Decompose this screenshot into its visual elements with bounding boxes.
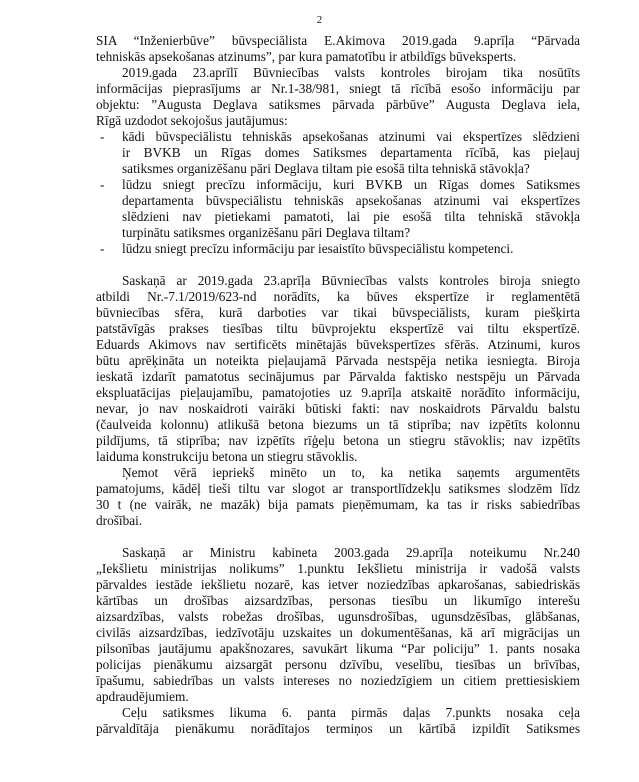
paragraph-gap xyxy=(96,529,580,545)
text-line: civilās aizsardzības, iedzīvotāju uzskaites un dokumentēšanas, kā arī migrācijas un xyxy=(96,625,580,640)
text-line: Rīgā uzdodot sekojošus jautājumus: xyxy=(96,113,288,128)
bullet-item xyxy=(96,177,580,241)
text-line: departamenta būvspeciālistu tehniskās apsekošanas atzinumi vai ekspertīzes xyxy=(122,193,580,208)
text-line: turpinātu satiksmes organizēšanu pāri Deglava tiltam? xyxy=(122,225,411,240)
text-line: ieskatā izdarīt pamatotus secinājumus par Pārvalda faktisko nestspēju un Pārvada xyxy=(96,369,580,384)
text-line: īpašumu, sabiedrības un valsts intereses no noziedzīgiem un citiem prettiesiskiem xyxy=(96,673,580,688)
text-line: ekspluatācijas pieļaujamību, pamatojoties uz 9.aprīļa atskaitē norādīto informāciju, xyxy=(96,385,580,400)
text-line: pamatojums, kādēļ tieši tiltu var slogot ar transportlīdzekļu satiksmes slodzēm līdz xyxy=(96,481,580,496)
text-line: - lūdzu sniegt precīzu informāciju par iesaistīto būvspeciālistu kompetenci. xyxy=(96,241,580,257)
text-line: aizsardzības, valsts robežas drošības, ugunsdrošības, ugunsdzēsības, glābšanas, xyxy=(96,609,580,624)
bullet-item xyxy=(96,241,580,257)
text-line: būtu aprēķināta un noteikta pieļaujamā Pārvada nestspēja netika iesniegta. Biroja xyxy=(96,353,580,368)
bullet-item xyxy=(96,129,580,177)
text-line: SIA “Inženierbūve” būvspeciālista E.Akimova 2019.gada 9.aprīļa “Pārvada xyxy=(96,33,580,48)
text-line: kārtības un drošības aizsardzības, personas tiesību un likumīgo interešu xyxy=(96,593,580,608)
text-line: nevar, jo nav noskaidroti vairāki būtiski fakti: nav noskaidrots Pārvaldu balstu xyxy=(96,401,580,416)
text-line: patstāvīgās prakses tiesības tiltu būvprojektu ekspertīzē vai tiltu ekspertīzē. xyxy=(96,321,580,336)
text-line: Ņemot vērā iepriekš minēto un to, ka netika saņemts argumentēts xyxy=(122,465,580,480)
text-line: - kādi būvspeciālistu tehniskās apsekošanas atzinumi vai ekspertīzes slēdzieni xyxy=(96,129,580,145)
text-line: policijas pienākumu aizsargāt personu dzīvību, veselību, tiesības un brīvības, xyxy=(96,657,580,672)
paragraph xyxy=(96,465,580,529)
text-line: ir BVKB un Rīgas domes Satiksmes departamenta rīcībā, kas pieļauj xyxy=(122,145,580,160)
text-line: Saskaņā ar Ministru kabineta 2003.gada 29.aprīļa noteikumu Nr.240 xyxy=(122,545,580,560)
text-line: apdraudējumiem. xyxy=(96,689,189,704)
text-line: Eduards Akimovs nav sertificēts minētajās būvekspertīzes sfērās. Atzinumi, kuros xyxy=(96,337,580,352)
text-line: pildījums, tā stiprība; nav izpētīts rīģeļu betona un stiegru stāvoklis; nav izpētīts xyxy=(96,433,580,448)
paragraph xyxy=(96,545,580,705)
paragraph xyxy=(96,273,580,465)
text-line: tehniskās apsekošanas atzinums”, par kura pamatotību ir atbildīgs būveksperts. xyxy=(96,49,517,64)
text-line: laiduma konstrukciju betona un stiegru stāvoklis. xyxy=(96,449,358,464)
text-line: Saskaņā ar 2019.gada 23.aprīļa Būvniecības valsts kontroles biroja sniegto xyxy=(122,273,580,288)
text-line: atbildi Nr.-7.1/2019/623-nd norādīts, ka būves ekspertīze ir reglamentētā xyxy=(96,289,580,304)
text-line: (čaulveida kolonnu) atlikušā betona biezums un tā stiprība; nav izpētīts kolonnu xyxy=(96,417,580,432)
text-line: informācijas pieprasījums ar Nr.1-38/981, sniegt tā rīcībā esošo informāciju par xyxy=(96,81,580,96)
paragraph xyxy=(96,33,580,65)
text-line: slēdzieni nav pietiekami pamatoti, lai pie esošā tilta tehniskā stāvokļa xyxy=(122,209,580,224)
paragraph xyxy=(96,705,580,737)
document-body xyxy=(96,33,580,737)
page-number: 2 xyxy=(316,14,323,26)
text-line: Ceļu satiksmes likuma 6. panta pirmās daļas 7.punkts nosaka ceļa xyxy=(122,705,580,720)
text-line: drošībai. xyxy=(96,513,143,528)
text-line: - lūdzu sniegt precīzu informāciju, kuri BVKB un Rīgas domes Satiksmes xyxy=(96,177,580,193)
text-line: pārvaldes iestāde iekšlietu nozarē, kas ietver noziedzības apkarošanas, sabiedriskās xyxy=(96,577,580,592)
text-line: „Iekšlietu ministrijas nolikums” 1.punktu Iekšlietu ministrija ir vadošā valsts xyxy=(96,561,580,576)
text-line: objektu: ”Augusta Deglava satiksmes pārvada pārbūve” Augusta Deglava iela, xyxy=(96,97,580,112)
paragraph-gap xyxy=(96,257,580,273)
text-line: pārvaldītāja pienākumu norādītajos termiņos un kārtībā izpildīt Satiksmes xyxy=(96,721,580,736)
text-line: 30 t (ne vairāk, ne mazāk) bija pamats pieņēmumam, ka tas ir risks sabiedrības xyxy=(96,497,580,512)
text-line: 2019.gada 23.aprīlī Būvniecības valsts kontroles birojam tika nosūtīts xyxy=(122,65,580,80)
text-line: būvniecības sfēra, kurā darboties var tikai būvspeciālists, kuram piešķirta xyxy=(96,305,580,320)
text-line: pilsonības jautājumu apakšnozares, savukārt likuma “Par policiju” 1. pants nosaka xyxy=(96,641,580,656)
paragraph xyxy=(96,65,580,129)
text-line: satiksmes organizēšanu pāri Deglava tiltam pie esošā tilta tehniskā stāvokļa? xyxy=(122,161,530,176)
